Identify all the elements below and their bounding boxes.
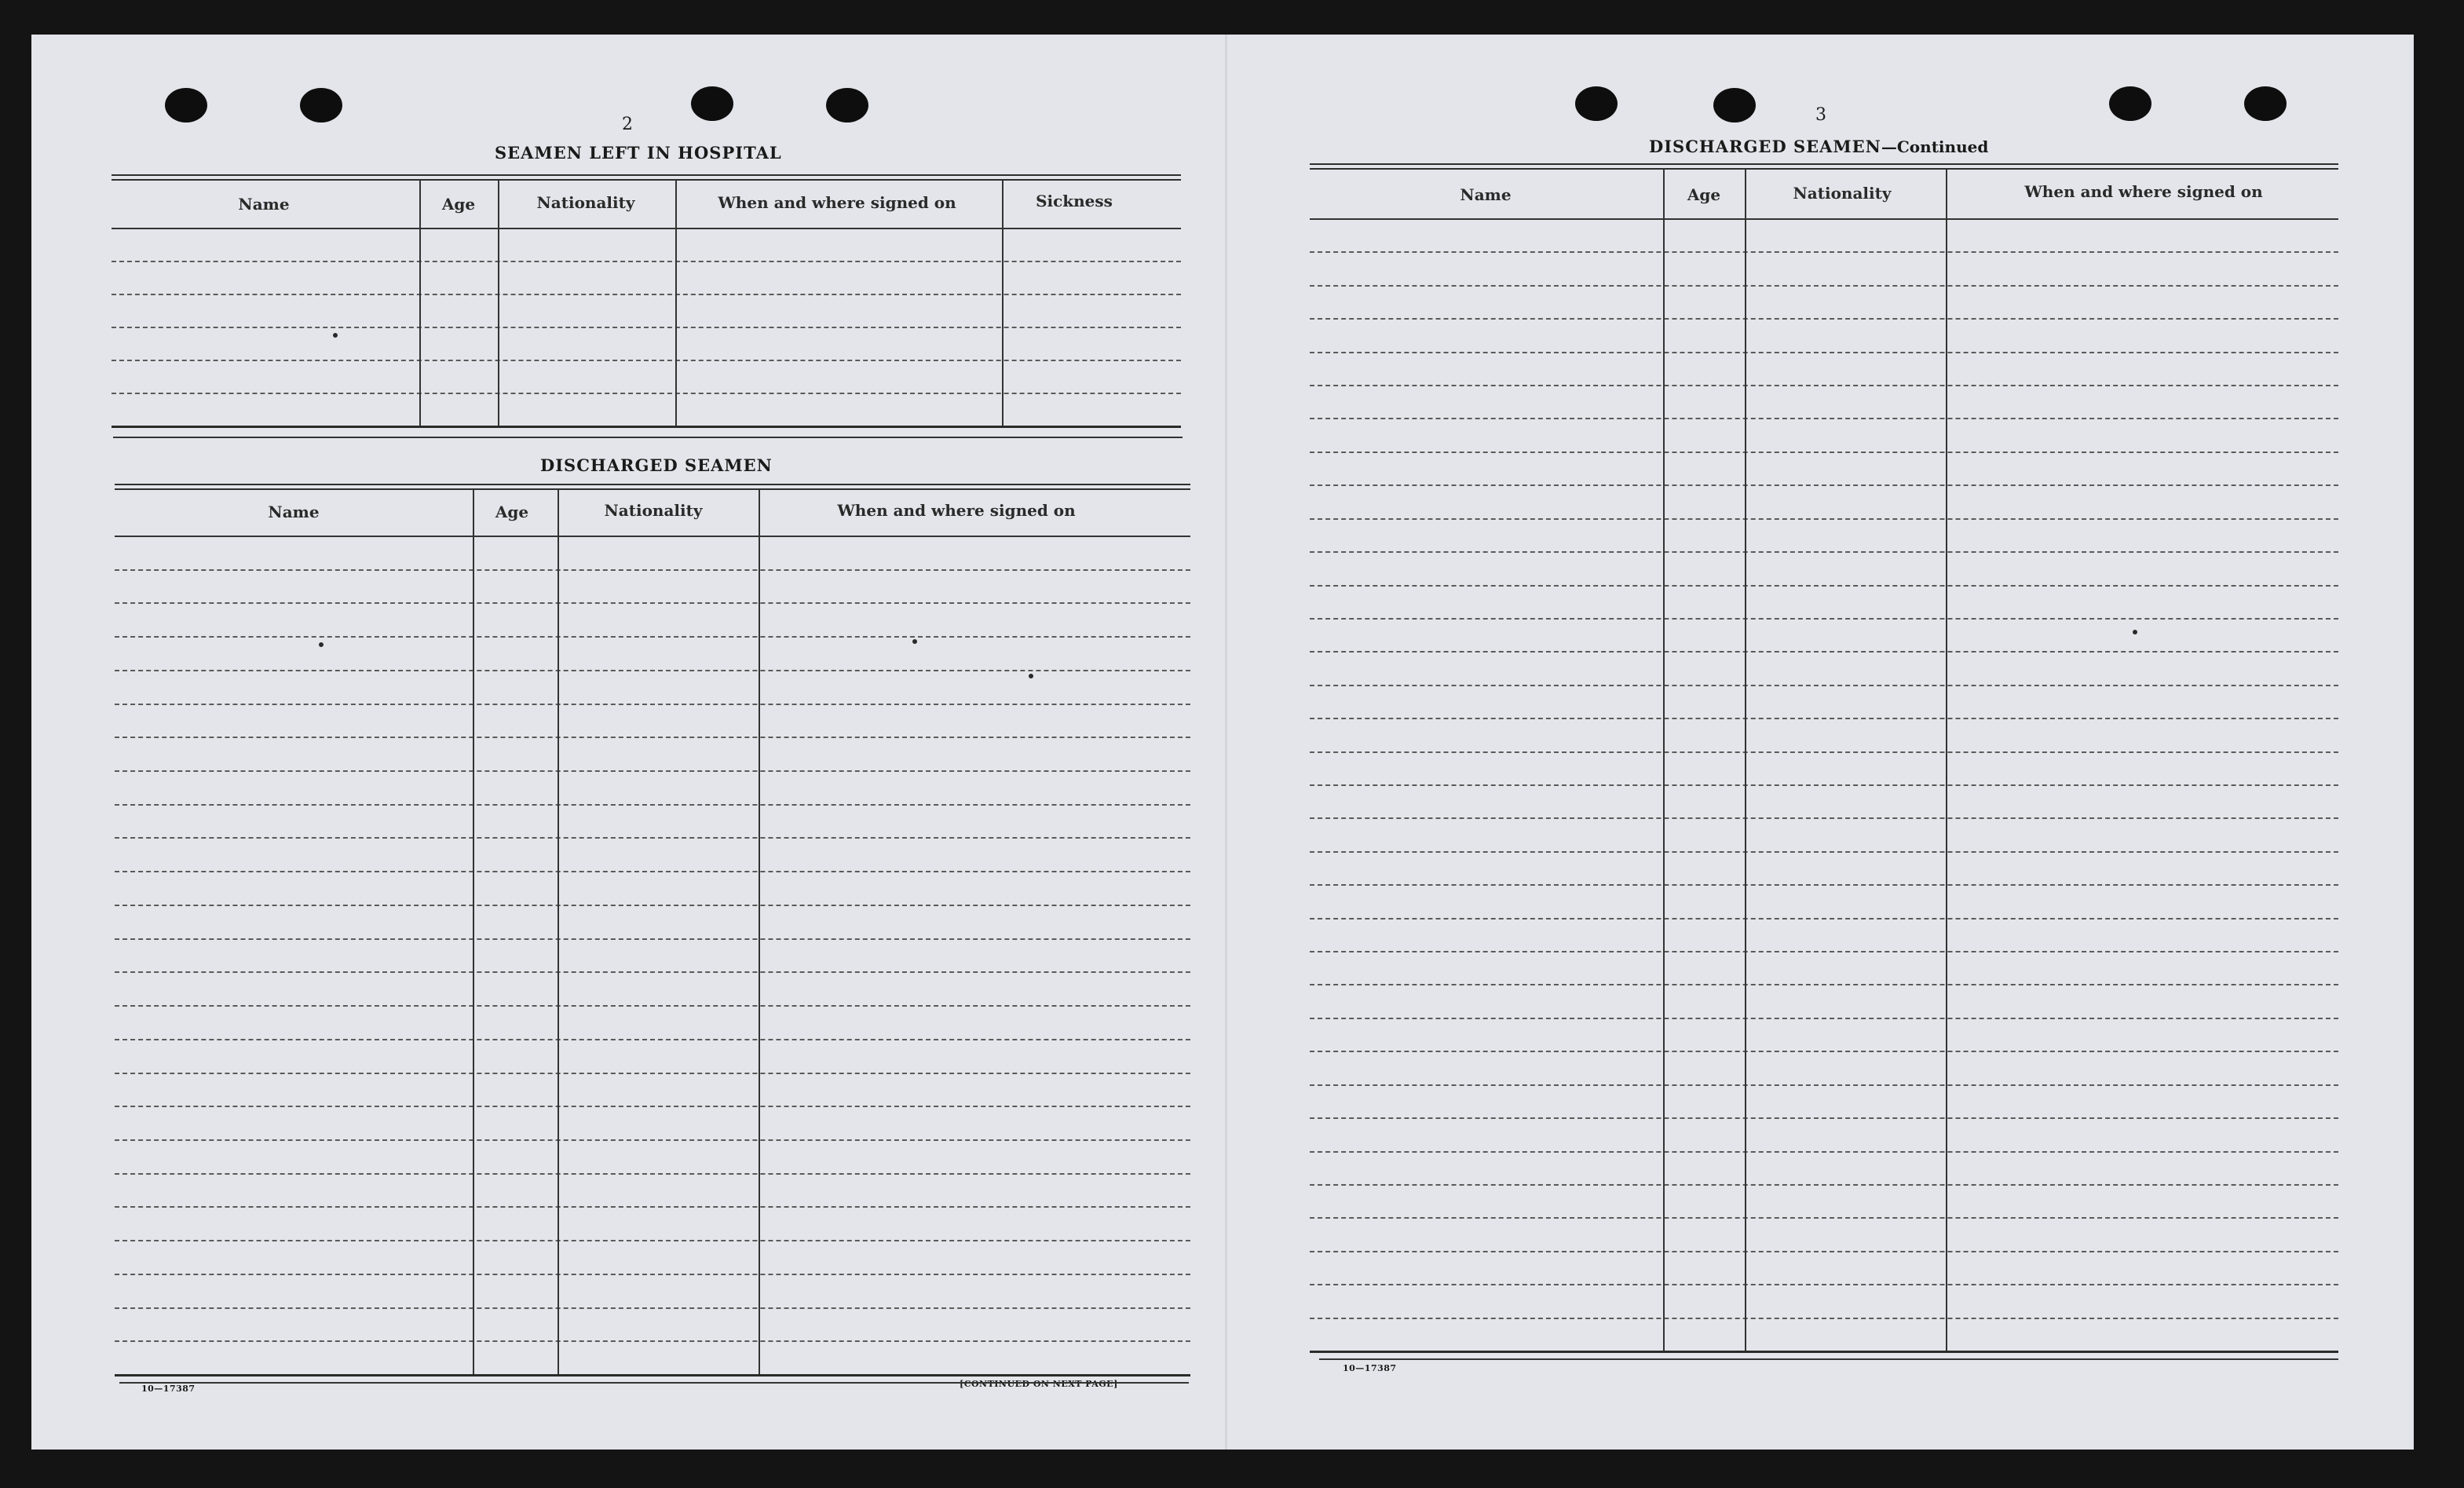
hospital-col-name: Name xyxy=(238,195,290,214)
column-divider xyxy=(498,181,499,426)
table-rule xyxy=(112,228,1181,229)
entry-line xyxy=(1310,285,2338,287)
continued-note: [CONTINUED ON NEXT PAGE] xyxy=(960,1379,1118,1389)
entry-line xyxy=(115,1039,1190,1040)
column-divider xyxy=(759,490,760,1374)
entry-line xyxy=(112,360,1181,361)
entry-line xyxy=(115,837,1190,839)
discharged-section-title: DISCHARGED SEAMEN xyxy=(540,455,773,475)
punch-hole xyxy=(2244,86,2287,121)
entry-line xyxy=(1310,1117,2338,1119)
entry-line xyxy=(1310,1217,2338,1219)
entry-line xyxy=(1310,551,2338,553)
entry-line xyxy=(1310,318,2338,320)
entry-line xyxy=(112,294,1181,295)
entry-line xyxy=(1310,718,2338,719)
page-number: 2 xyxy=(622,115,633,134)
discharged-col-nationality: Nationality xyxy=(604,501,703,520)
form-number: 10—17387 xyxy=(141,1384,196,1394)
entry-line xyxy=(1310,1018,2338,1019)
column-divider xyxy=(419,181,421,426)
entry-line xyxy=(115,1307,1190,1309)
entry-line xyxy=(1310,851,2338,853)
entry-line xyxy=(112,393,1181,394)
entry-line xyxy=(115,1340,1190,1342)
punch-hole xyxy=(1713,88,1756,122)
page-fold xyxy=(1225,35,1227,1450)
entry-line xyxy=(1310,1151,2338,1153)
entry-line xyxy=(1310,251,2338,253)
entry-line xyxy=(115,636,1190,638)
table-rule xyxy=(119,1382,1189,1384)
ink-speck xyxy=(912,639,917,644)
hospital-col-signed-on: When and where signed on xyxy=(718,193,956,212)
entry-line xyxy=(1310,452,2338,453)
table-rule xyxy=(112,426,1181,428)
punch-hole xyxy=(300,88,342,122)
punch-hole xyxy=(691,86,733,121)
column-divider xyxy=(1002,181,1004,426)
ink-speck xyxy=(1029,674,1033,678)
title-main: DISCHARGED SEAMEN xyxy=(1649,137,1881,156)
entry-line xyxy=(1310,784,2338,786)
discharged-col-age: Age xyxy=(495,503,529,521)
punch-hole xyxy=(2109,86,2151,121)
entry-line xyxy=(115,602,1190,604)
entry-line xyxy=(115,737,1190,738)
entry-line xyxy=(115,804,1190,806)
table-rule xyxy=(115,536,1190,537)
discharged-col-signed-on: When and where signed on xyxy=(837,501,1076,520)
punch-hole xyxy=(165,88,207,122)
column-divider xyxy=(1663,170,1665,1351)
table-rule xyxy=(1310,163,2338,165)
entry-line xyxy=(1310,352,2338,353)
entry-line xyxy=(1310,1184,2338,1186)
entry-line xyxy=(1310,984,2338,985)
table-rule xyxy=(112,174,1181,176)
entry-line xyxy=(1310,385,2338,386)
entry-line xyxy=(1310,1318,2338,1319)
entry-line xyxy=(1310,751,2338,753)
right-col-nationality: Nationality xyxy=(1793,184,1892,203)
ledger-sheet xyxy=(31,35,2414,1450)
table-rule xyxy=(1310,218,2338,220)
ink-speck xyxy=(333,333,338,338)
table-rule xyxy=(1310,1351,2338,1353)
entry-line xyxy=(1310,418,2338,419)
table-rule xyxy=(112,179,1181,181)
column-divider xyxy=(1745,170,1746,1351)
table-rule xyxy=(115,1374,1190,1376)
entry-line xyxy=(1310,484,2338,486)
table-rule xyxy=(113,437,1183,438)
entry-line xyxy=(115,1206,1190,1208)
entry-line xyxy=(1310,1051,2338,1052)
entry-line xyxy=(115,971,1190,973)
entry-line xyxy=(115,704,1190,705)
column-divider xyxy=(675,181,677,426)
entry-line xyxy=(1310,618,2338,620)
right-col-name: Name xyxy=(1460,185,1512,204)
column-divider xyxy=(1946,170,1947,1351)
entry-line xyxy=(115,1139,1190,1141)
discharged-continued-title xyxy=(1649,137,1988,156)
entry-line xyxy=(1310,951,2338,952)
entry-line xyxy=(115,905,1190,906)
right-col-signed-on: When and where signed on xyxy=(2024,182,2263,201)
title-suffix: —Continued xyxy=(1881,137,1989,156)
discharged-col-name: Name xyxy=(268,503,320,521)
form-number: 10—17387 xyxy=(1343,1363,1397,1373)
entry-line xyxy=(115,1106,1190,1107)
hospital-col-sickness: Sickness xyxy=(1036,192,1113,210)
entry-line xyxy=(115,871,1190,872)
entry-line xyxy=(1310,585,2338,587)
ink-speck xyxy=(2133,630,2137,634)
entry-line xyxy=(1310,518,2338,520)
entry-line xyxy=(115,1274,1190,1275)
entry-line xyxy=(1310,1251,2338,1252)
ink-speck xyxy=(319,642,324,647)
entry-line xyxy=(1310,685,2338,686)
entry-line xyxy=(115,670,1190,671)
entry-line xyxy=(115,569,1190,571)
punch-hole xyxy=(826,88,868,122)
entry-line xyxy=(1310,1084,2338,1086)
column-divider xyxy=(473,490,474,1374)
entry-line xyxy=(112,327,1181,328)
entry-line xyxy=(115,1005,1190,1007)
entry-line xyxy=(112,261,1181,262)
entry-line xyxy=(1310,884,2338,886)
punch-hole xyxy=(1575,86,1618,121)
hospital-col-nationality: Nationality xyxy=(536,193,635,212)
entry-line xyxy=(1310,1284,2338,1285)
entry-line xyxy=(115,1073,1190,1074)
table-rule xyxy=(1319,1358,2338,1360)
column-divider xyxy=(558,490,559,1374)
table-rule xyxy=(115,488,1190,490)
entry-line xyxy=(1310,817,2338,819)
table-rule xyxy=(1310,168,2338,170)
entry-line xyxy=(115,770,1190,772)
right-col-age: Age xyxy=(1687,185,1721,204)
entry-line xyxy=(1310,918,2338,919)
table-rule xyxy=(115,484,1190,485)
entry-line xyxy=(115,1240,1190,1241)
page-number: 3 xyxy=(1815,105,1826,125)
hospital-col-age: Age xyxy=(441,195,476,214)
hospital-section-title: SEAMEN LEFT IN HOSPITAL xyxy=(495,143,782,163)
entry-line xyxy=(1310,651,2338,653)
entry-line xyxy=(115,938,1190,940)
entry-line xyxy=(115,1173,1190,1175)
